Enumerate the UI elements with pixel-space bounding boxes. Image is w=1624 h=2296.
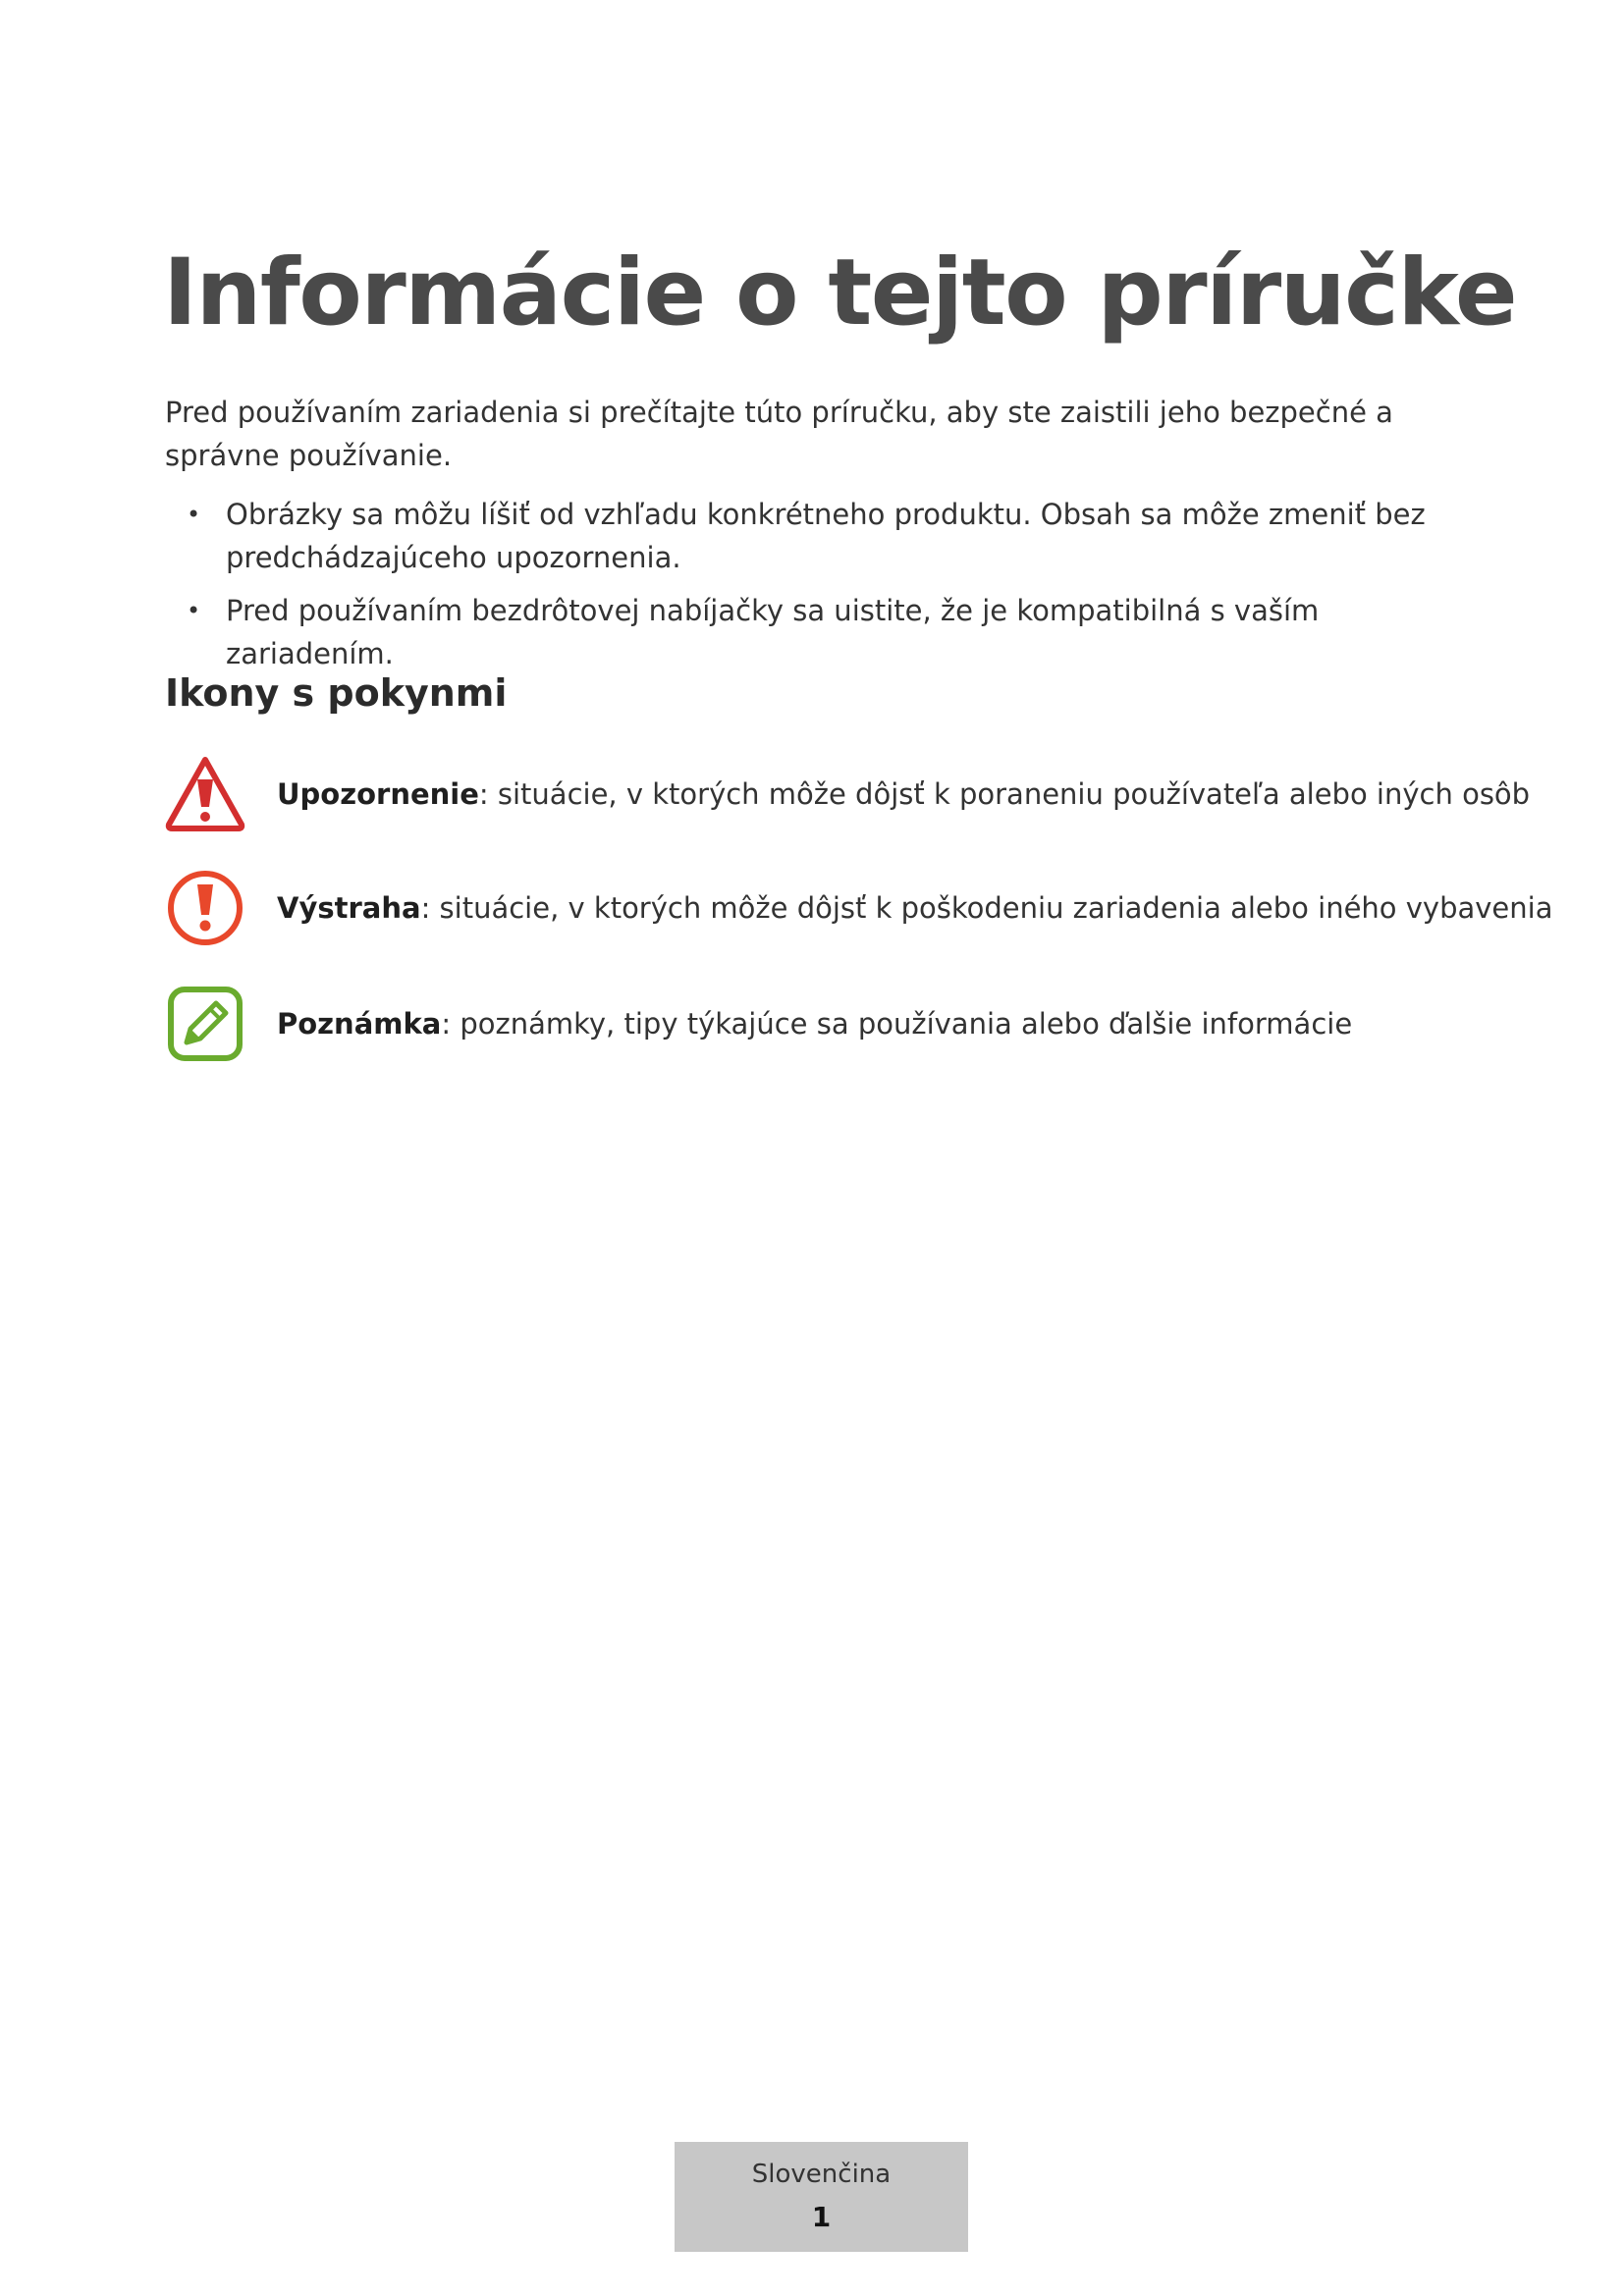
bullet-list (165, 493, 1471, 685)
note-pencil-icon (165, 984, 245, 1064)
note-text: : poznámky, tipy týkajúce sa používania alebo ďalšie informácie (441, 1007, 1353, 1041)
intro-paragraph: Pred používaním zariadenia si prečítajte túto príručku, aby ste zaistili jeho bezpečné a správne používanie. (165, 396, 1393, 472)
list-item-text: Pred používaním bezdrôtovej nabíjačky sa uistite, že je kompatibilná s vaším zariadením. (226, 594, 1320, 670)
list-item-text: Obrázky sa môžu líšiť od vzhľadu konkrétneho produktu. Obsah sa môže zmeniť bez predchádzajúceho upozornenia. (226, 498, 1426, 574)
warning-row (165, 868, 1553, 948)
section-heading: Ikony s pokynmi (165, 671, 508, 715)
list-item (165, 493, 1471, 579)
warning-description (277, 891, 1552, 925)
warning-triangle-icon (165, 754, 245, 834)
caution-text: : situácie, v ktorých môže dôjsť k poraneniu používateľa alebo iných osôb (478, 777, 1531, 811)
note-row (165, 984, 1481, 1064)
caution-circle-icon (165, 868, 245, 948)
list-item (165, 589, 1471, 675)
note-term: Poznámka (277, 1007, 442, 1041)
page-title: Informácie o tejto príručke (163, 240, 1517, 347)
caution-description (277, 777, 1530, 811)
bullet-symbol: • (187, 501, 201, 528)
caution-term: Upozornenie (277, 777, 479, 811)
warning-text: : situácie, v ktorých môže dôjsť k poškodeniu zariadenia alebo iného vybavenia (420, 891, 1553, 925)
note-description (277, 1007, 1352, 1041)
bullet-symbol: • (187, 597, 201, 624)
warning-term: Výstraha (277, 891, 421, 925)
page-footer (675, 2142, 968, 2252)
page-number: 1 (811, 2201, 832, 2233)
caution-row (165, 754, 1531, 834)
footer-language: Slovenčina (751, 2160, 892, 2189)
